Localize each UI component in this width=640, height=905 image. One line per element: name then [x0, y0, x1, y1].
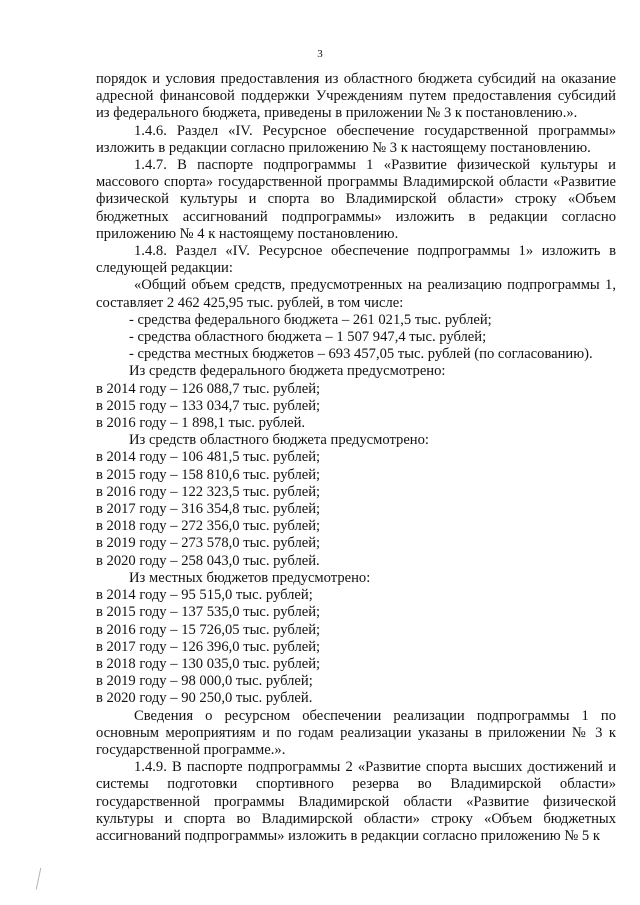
paragraph-1-4-7: 1.4.7. В паспорте подпрограммы 1 «Развитие физической культуры и массового спорта» государственной программы Владимирской области «Развитие физической культуры и спорта во Владимирской области» строку «Объем бюджетных ассигнований подпрограммы» изложить в редакции согласно приложению № 4 к настоящему постановлению.	[96, 157, 616, 242]
year-line: в 2014 году – 106 481,5 тыс. рублей;	[96, 449, 321, 466]
year-line: в 2014 году – 126 088,7 тыс. рублей;	[96, 380, 321, 397]
year-line: в 2014 году – 95 515,0 тыс. рублей;	[96, 587, 313, 604]
page-number: 3	[317, 48, 323, 60]
federal-years-list	[96, 381, 616, 433]
federal-heading: Из средств федерального бюджета предусмотрено:	[129, 363, 446, 380]
year-line: в 2015 году – 158 810,6 тыс. рублей;	[96, 466, 321, 483]
paragraph-1-4-9: 1.4.9. В паспорте подпрограммы 2 «Развитие спорта высших достижений и системы подготовки спортивного резерва во Владимирской области» государственной программы Владимирской области «Развитие физической культуры и спорта во Владимирской области» строку «Объем бюджетных ассигнований подпрограммы» изложить в редакции согласно приложению № 5 к	[96, 759, 616, 844]
year-line: в 2018 году – 130 035,0 тыс. рублей;	[96, 655, 321, 672]
year-line: в 2019 году – 273 578,0 тыс. рублей;	[96, 535, 321, 552]
year-line: в 2017 году – 126 396,0 тыс. рублей;	[96, 638, 321, 655]
year-line: в 2016 году – 122 323,5 тыс. рублей;	[96, 483, 321, 500]
regional-years-list	[96, 449, 616, 569]
year-line: в 2015 году – 133 034,7 тыс. рублей;	[96, 397, 321, 414]
paragraph-resource-info: Сведения о ресурсном обеспечении реализации подпрограммы 1 по основным мероприятиям и по годам реализации указаны в приложении № 3 к государственной программе.».	[96, 707, 616, 758]
year-line: в 2019 году – 98 000,0 тыс. рублей;	[96, 673, 313, 690]
year-line: в 2017 году – 316 354,8 тыс. рублей;	[96, 501, 321, 518]
year-line: в 2018 году – 272 356,0 тыс. рублей;	[96, 518, 321, 535]
paragraph-1-4-8: 1.4.8. Раздел «IV. Ресурсное обеспечение подпрограммы 1» изложить в следующей редакции:	[96, 243, 616, 277]
regional-heading: Из средств областного бюджета предусмотрено:	[129, 432, 429, 449]
paragraph-total-volume: «Общий объем средств, предусмотренных на реализацию подпрограммы 1, составляет 2 462 425,95 тыс. рублей, в том числе:	[96, 277, 616, 311]
year-line: в 2016 году – 1 898,1 тыс. рублей.	[96, 415, 306, 432]
local-years-list	[96, 587, 616, 707]
source-line: - средства местных бюджетов – 693 457,05 тыс. рублей (по согласованию).	[129, 346, 593, 363]
year-line: в 2015 году – 137 535,0 тыс. рублей;	[96, 604, 321, 621]
document-body	[96, 71, 616, 845]
paragraph-1-4-6: 1.4.6. Раздел «IV. Ресурсное обеспечение государственной программы» изложить в редакции согласно приложению № 3 к настоящему постановлению.	[96, 122, 616, 156]
year-line: в 2020 году – 258 043,0 тыс. рублей.	[96, 552, 320, 569]
local-heading: Из местных бюджетов предусмотрено:	[129, 569, 371, 586]
paragraph-intro: порядок и условия предоставления из областного бюджета субсидий на оказание адресной финансовой поддержки Учреждениям путем предоставления субсидий из федерального бюджета, приведены в приложении № 3 к постановлению.».	[96, 71, 616, 122]
source-line: - средства федерального бюджета – 261 021,5 тыс. рублей;	[129, 311, 492, 328]
year-line: в 2020 году – 90 250,0 тыс. рублей.	[96, 690, 313, 707]
year-line: в 2016 году – 15 726,05 тыс. рублей;	[96, 621, 321, 638]
margin-pen-mark	[36, 868, 45, 891]
source-line: - средства областного бюджета – 1 507 947,4 тыс. рублей;	[129, 329, 487, 346]
sources-list	[96, 312, 616, 364]
